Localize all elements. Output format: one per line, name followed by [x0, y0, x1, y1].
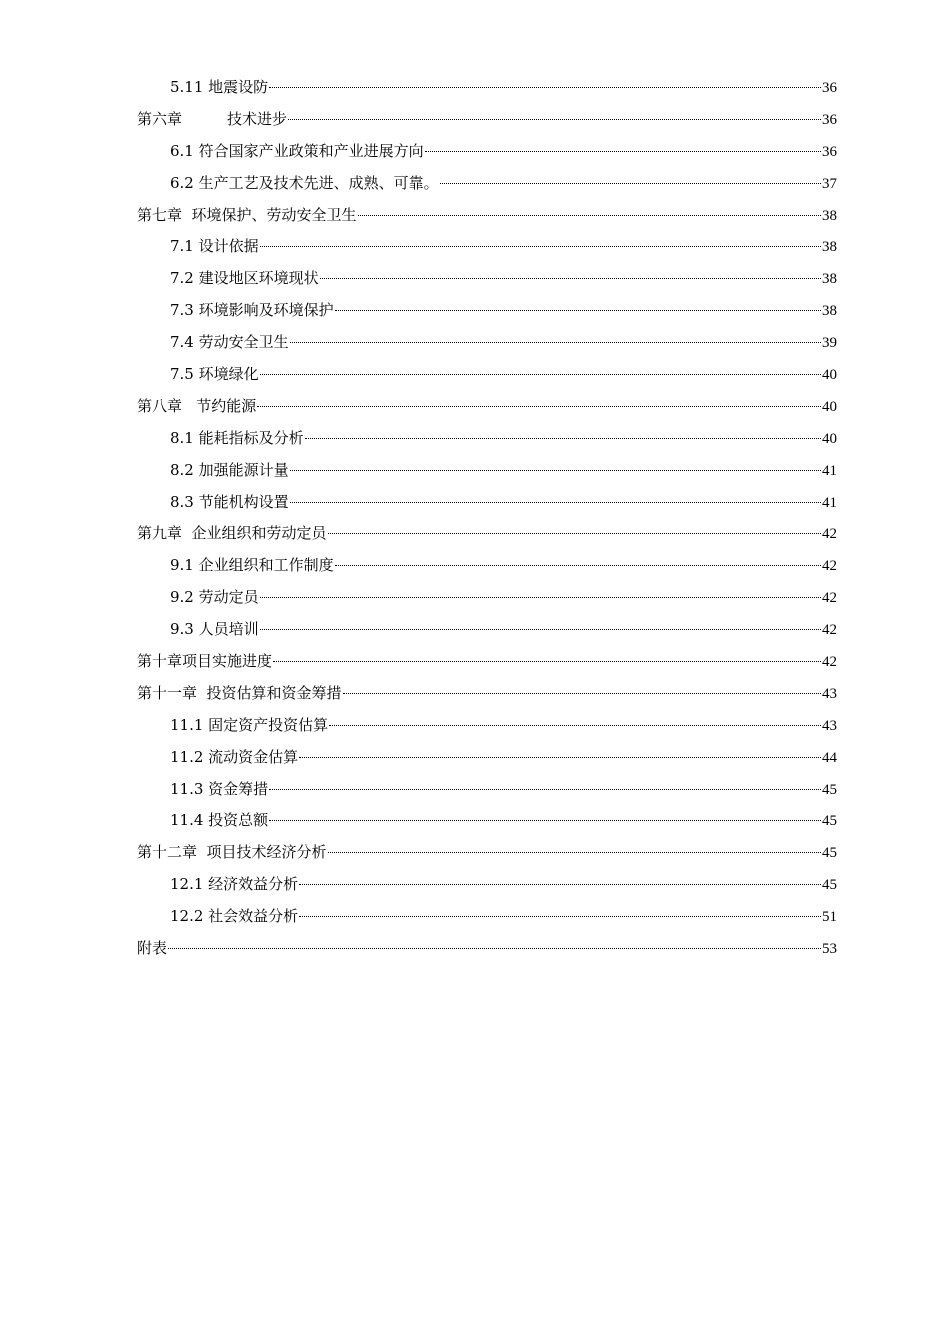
toc-chapter-title: 附表	[137, 939, 168, 958]
toc-dot-leader	[299, 884, 821, 885]
toc-entry[interactable]	[137, 742, 837, 774]
toc-entry-title: 7.1 设计依据	[170, 237, 259, 256]
toc-page-number: 43	[822, 685, 837, 702]
toc-entry-title: 9.2 劳动定员	[170, 588, 259, 607]
toc-dot-leader	[290, 502, 821, 503]
toc-entry-title: 12.1 经济效益分析	[170, 875, 299, 894]
toc-entry-title: 6.1 符合国家产业政策和产业进展方向	[170, 141, 424, 160]
toc-entry[interactable]	[137, 774, 837, 806]
toc-page-number: 45	[822, 813, 837, 830]
toc-dot-leader	[305, 438, 821, 439]
toc-chapter-title: 第十一章 投资估算和资金筹措	[137, 683, 342, 702]
toc-entry-title: 7.3 环境影响及环境保护	[170, 301, 334, 320]
toc-chapter-title: 第九章 企业组织和劳动定员	[137, 524, 327, 543]
toc-entry[interactable]	[137, 487, 837, 519]
toc-dot-leader	[257, 406, 821, 407]
toc-dot-leader	[299, 916, 821, 917]
toc-dot-leader	[358, 215, 821, 216]
toc-entry[interactable]	[137, 423, 837, 455]
toc-entry-title: 11.4 投资总额	[170, 811, 269, 830]
toc-page-number: 38	[822, 303, 837, 320]
toc-entry[interactable]	[137, 231, 837, 263]
toc-dot-leader	[320, 278, 821, 279]
toc-page-number: 45	[822, 877, 837, 894]
toc-entry[interactable]	[137, 582, 837, 614]
toc-dot-leader	[260, 246, 821, 247]
toc-entry[interactable]	[137, 805, 837, 837]
toc-chapter-title: 第十二章 项目技术经济分析	[137, 843, 327, 862]
toc-chapter[interactable]	[137, 391, 837, 423]
toc-page-number: 42	[822, 590, 837, 607]
toc-page-number: 40	[822, 430, 837, 447]
toc-entry[interactable]	[137, 72, 837, 104]
toc-dot-leader	[260, 629, 821, 630]
toc-dot-leader	[335, 310, 821, 311]
toc-dot-leader	[290, 470, 821, 471]
toc-chapter[interactable]	[137, 933, 837, 965]
toc-entry[interactable]	[137, 327, 837, 359]
toc-page-number: 44	[822, 749, 837, 766]
toc-entry[interactable]	[137, 168, 837, 200]
toc-dot-leader	[260, 597, 821, 598]
toc-page-number: 36	[822, 143, 837, 160]
toc-entry-title: 8.2 加强能源计量	[170, 460, 289, 479]
toc-entry[interactable]	[137, 455, 837, 487]
toc-entry[interactable]	[137, 710, 837, 742]
toc-entry-title: 12.2 社会效益分析	[170, 907, 299, 926]
toc-page-number: 53	[822, 941, 837, 958]
toc-page-number: 40	[822, 398, 837, 415]
toc-chapter[interactable]	[137, 518, 837, 550]
toc-page-number: 42	[822, 526, 837, 543]
toc-page-number: 38	[822, 271, 837, 288]
toc-entry-title: 5.11 地震设防	[170, 78, 269, 96]
toc-page-number: 51	[822, 909, 837, 926]
toc-entry-title: 11.3 资金筹措	[170, 779, 269, 798]
toc-entry[interactable]	[137, 550, 837, 582]
toc-entry[interactable]	[137, 136, 837, 168]
toc-page-number: 41	[822, 462, 837, 479]
toc-chapter-title: 第八章 节约能源	[137, 396, 257, 415]
toc-dot-leader	[260, 374, 821, 375]
toc-dot-leader	[299, 757, 821, 758]
toc-entry-title: 11.1 固定资产投资估算	[170, 715, 329, 734]
toc-dot-leader	[335, 565, 821, 566]
toc-chapter[interactable]	[137, 200, 837, 232]
toc-entry[interactable]	[137, 901, 837, 933]
toc-dot-leader	[328, 852, 821, 853]
toc-chapter[interactable]	[137, 678, 837, 710]
toc-page-number: 36	[822, 111, 837, 128]
toc-dot-leader	[343, 693, 821, 694]
toc-page-number: 37	[822, 175, 837, 192]
toc-chapter-title: 第七章 环境保护、劳动安全卫生	[137, 205, 357, 224]
toc-entry[interactable]	[137, 295, 837, 327]
toc-chapter[interactable]	[137, 104, 837, 136]
toc-page-number: 45	[822, 781, 837, 798]
toc-page-number: 42	[822, 558, 837, 575]
toc-entry[interactable]	[137, 263, 837, 295]
toc-dot-leader	[168, 948, 821, 949]
toc-dot-leader	[425, 151, 821, 152]
toc-entry-title: 8.3 节能机构设置	[170, 492, 289, 511]
toc-dot-leader	[288, 119, 821, 120]
toc-page-number: 40	[822, 367, 837, 384]
toc-entry-title: 9.3 人员培训	[170, 620, 259, 639]
toc-dot-leader	[269, 789, 821, 790]
toc-dot-leader	[269, 87, 821, 88]
toc-entry-title: 6.2 生产工艺及技术先进、成熟、可靠。	[170, 173, 439, 192]
toc-page-number: 36	[822, 80, 837, 96]
toc-page-number: 43	[822, 717, 837, 734]
toc-entry[interactable]	[137, 869, 837, 901]
toc-dot-leader	[290, 342, 821, 343]
toc-dot-leader	[269, 820, 821, 821]
toc-entry[interactable]	[137, 614, 837, 646]
toc-entry-title: 8.1 能耗指标及分析	[170, 428, 304, 447]
toc-chapter-title: 第六章 技术进步	[137, 109, 288, 128]
toc-dot-leader	[329, 725, 821, 726]
toc-entry[interactable]	[137, 359, 837, 391]
toc-dot-leader	[440, 183, 821, 184]
toc-chapter-title: 第十章项目实施进度	[137, 652, 273, 671]
toc-page-number: 39	[822, 335, 837, 352]
toc-page-number: 42	[822, 622, 837, 639]
toc-entry-title: 7.2 建设地区环境现状	[170, 269, 319, 288]
toc-entry-title: 11.2 流动资金估算	[170, 747, 299, 766]
toc-chapter[interactable]	[137, 837, 837, 869]
toc-page-number: 38	[822, 207, 837, 224]
toc-dot-leader	[328, 533, 821, 534]
toc-entry-title: 9.1 企业组织和工作制度	[170, 556, 334, 575]
toc-chapter[interactable]	[137, 646, 837, 678]
toc-entry-title: 7.4 劳动安全卫生	[170, 333, 289, 352]
toc-page-number: 45	[822, 845, 837, 862]
toc-page-number: 38	[822, 239, 837, 256]
toc-page-number: 42	[822, 654, 837, 671]
toc-dot-leader	[273, 661, 821, 662]
toc-page-number: 41	[822, 494, 837, 511]
table-of-contents	[137, 72, 837, 965]
toc-entry-title: 7.5 环境绿化	[170, 365, 259, 384]
